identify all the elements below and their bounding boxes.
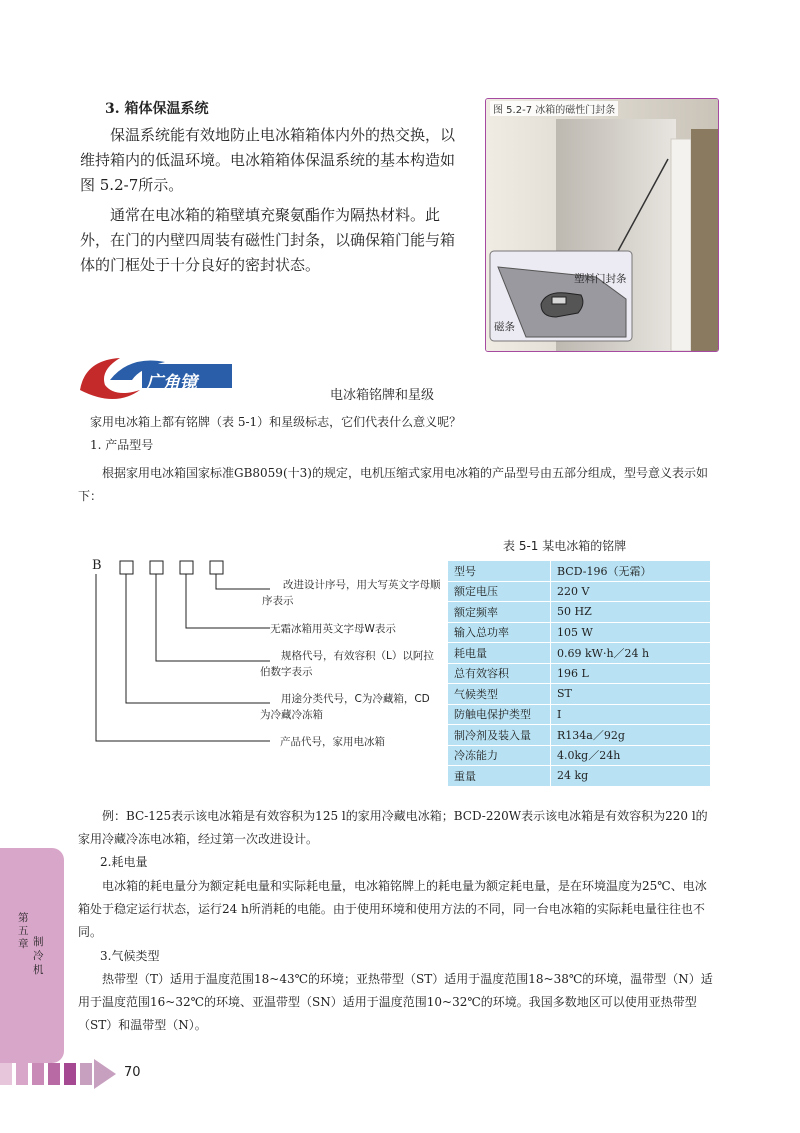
table-row: 制冷剂及装入量 R134a／92g	[448, 725, 710, 746]
label-magnet: 磁条	[494, 321, 515, 333]
table-row: 额定频率 50 HZ	[448, 602, 710, 623]
climate-heading: 3.气候类型	[100, 949, 160, 963]
label-plastic-seal: 塑料门封条	[574, 273, 627, 285]
table-row: 型号 BCD-196（无霜）	[448, 561, 710, 581]
chapter-number: 第五章	[18, 912, 29, 950]
example-paragraph: 例：BC-125表示该电冰箱是有效容积为125 l的家用冷藏电冰箱；BCD-220W表示该电冰箱是有效容积为220 l的家用冷藏冷冻电冰箱，经过第一次改进设计。	[78, 809, 708, 846]
table-row: 耗电量 0.69 kW·h／24 h	[448, 643, 710, 664]
table-row: 重量 24 kg	[448, 766, 710, 787]
nameplate-table	[448, 561, 710, 787]
section-heading: 3. 箱体保温系统	[105, 101, 209, 117]
table-row: 总有效容积 196 L	[448, 663, 710, 684]
model-paragraph: 根据家用电冰箱国家标准GB8059(十3)的规定，电机压缩式家用电冰箱的产品型号由五部分组成，型号意义表示如下：	[78, 466, 708, 503]
subheading-model: 1. 产品型号	[90, 438, 154, 452]
chapter-title: 制冷机	[33, 936, 44, 976]
section-paragraph-1: 保温系统能有效地防止电冰箱箱体内外的热交换，以维持箱内的低温环境。电冰箱箱体保温系统的基本构造如图 5.2-7所示。	[80, 126, 456, 194]
section-paragraph-2: 通常在电冰箱的箱壁填充聚氨酯作为隔热材料。此外，在门的内壁四周装有磁性门封条，以确保箱门能与箱体的门框处于十分良好的密封状态。	[80, 206, 456, 274]
wide-angle-intro: 家用电冰箱上都有铭牌（表 5-1）和星级标志，它们代表什么意义呢？	[90, 415, 462, 429]
chapter-side-tab	[0, 848, 64, 1063]
figure-caption: 图 5.2-7 冰箱的磁性门封条	[490, 101, 618, 116]
climate-paragraph: 热带型（T）适用于温度范围18~43℃的环境；亚热带型（ST）适用于温度范围18~38℃的环境，温带型（N）适用于温度范围16~32℃的环境、亚温带型（SN）适用于温度范围10~32℃的环境。我国多数地区可以使用亚热带型（ST）和温带型（N）。	[78, 972, 713, 1032]
table-row: 防触电保护类型 I	[448, 704, 710, 725]
table-row: 额定电压 220 V	[448, 581, 710, 602]
wide-angle-title: 电冰箱铭牌和星级	[330, 388, 435, 403]
diagram-label-3: 规格代号，有效容积（L）以阿拉伯数字表示	[260, 650, 434, 678]
wide-angle-label: 广角镜	[146, 373, 197, 393]
table-caption: 表 5-1 某电冰箱的铭牌	[503, 539, 627, 553]
table-row: 输入总功率 105 W	[448, 622, 710, 643]
table-row: 冷冻能力 4.0kg／24h	[448, 745, 710, 766]
diagram-label-4: 用途分类代号，C为冷藏箱，CD为冷藏冷冻箱	[260, 693, 430, 721]
diagram-label-5: 产品代号，家用电冰箱	[280, 736, 385, 748]
model-letter-b: B	[92, 558, 102, 573]
page-arrow-icon	[0, 1055, 120, 1095]
page-number: 70	[124, 1065, 141, 1080]
figure-door-seal	[485, 98, 719, 352]
power-heading: 2.耗电量	[100, 855, 148, 869]
door-seal-illustration	[486, 99, 718, 351]
diagram-label-2: 无霜冰箱用英文字母W表示	[270, 623, 396, 635]
power-paragraph: 电冰箱的耗电量分为额定耗电量和实际耗电量，电冰箱铭牌上的耗电量为额定耗电量，是在环境温度为25℃、电冰箱处于稳定运行状态，运行24 h所消耗的电能。由于使用环境和使用方法的不同，同一台电冰箱的实际耗电量往往也不同。	[78, 879, 707, 939]
table-row: 气候类型 ST	[448, 684, 710, 705]
diagram-label-1: 改进设计序号，用大写英文字母顺序表示	[262, 579, 441, 607]
